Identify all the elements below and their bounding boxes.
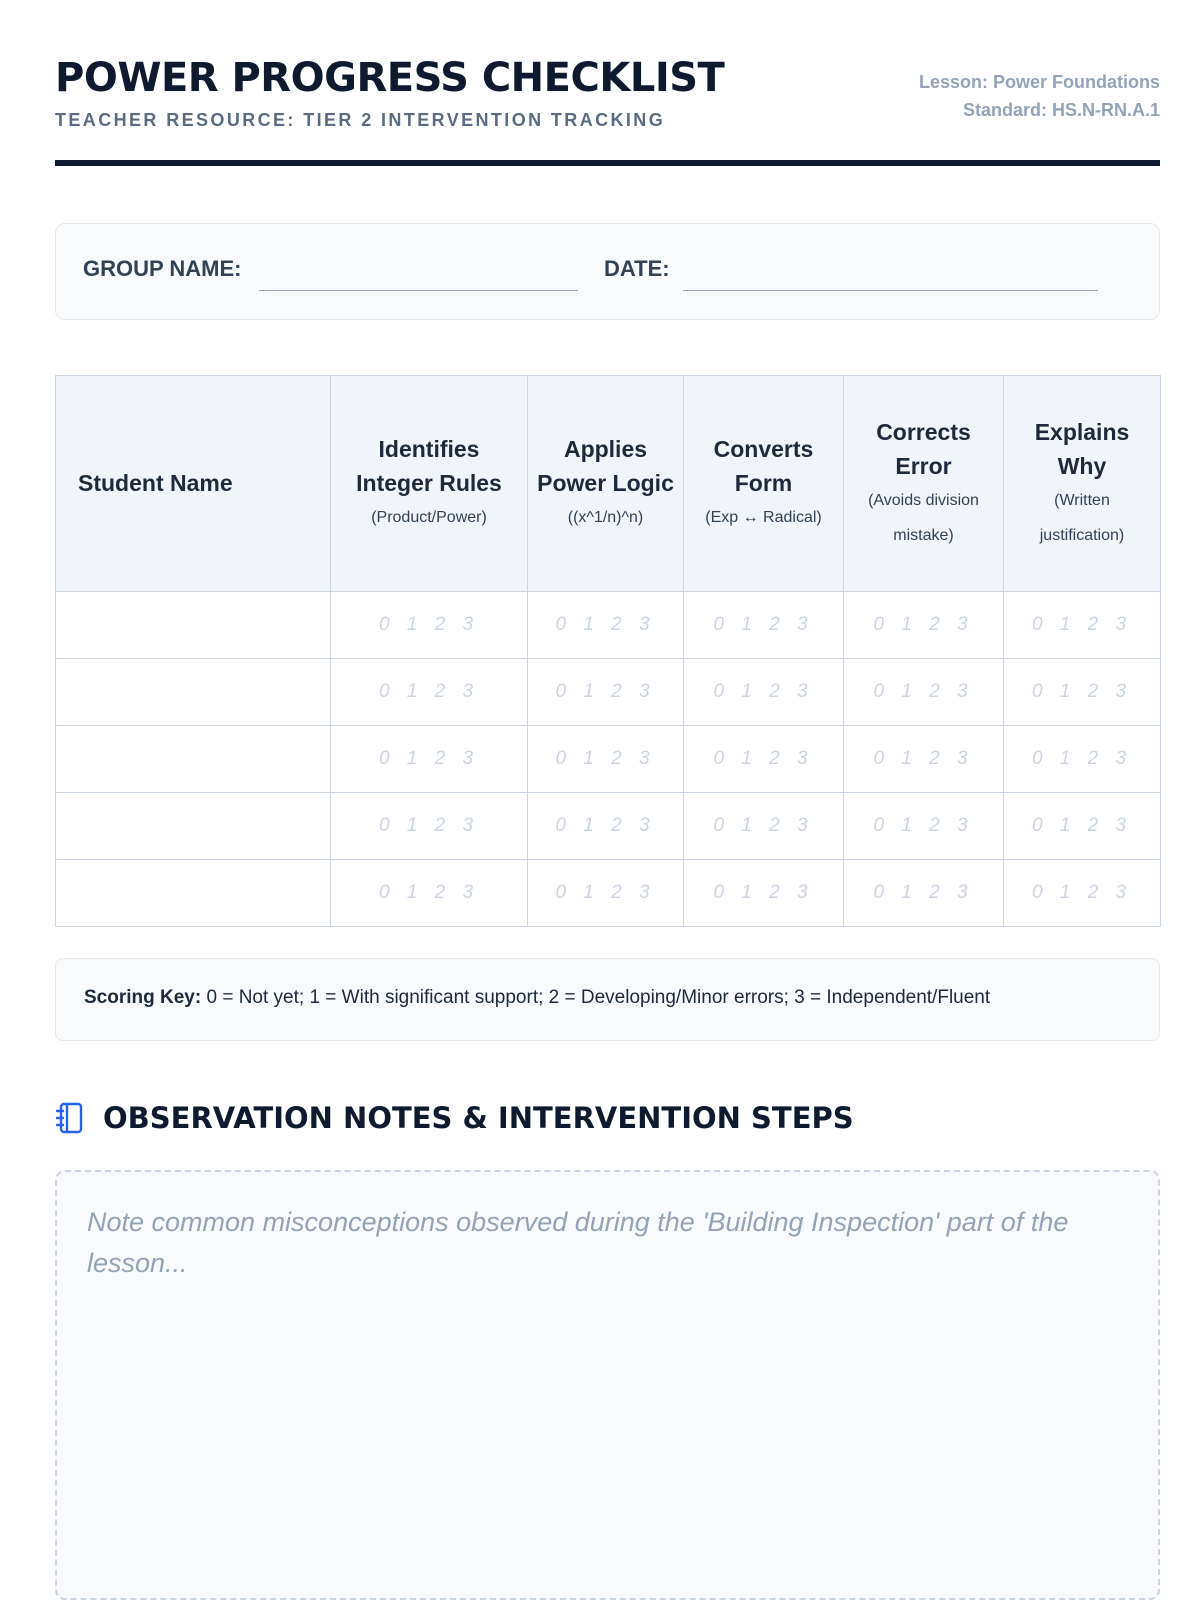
- table-row: [56, 726, 1161, 793]
- score-cell[interactable]: [1004, 860, 1161, 927]
- notes-heading: [55, 1098, 854, 1138]
- notes-placeholder: Note common misconceptions observed during the 'Building Inspection' part of the lesson...: [87, 1207, 1069, 1278]
- score-scale: 0 1 2 3: [555, 748, 656, 769]
- student-name-cell[interactable]: [56, 860, 331, 927]
- date-field[interactable]: [683, 290, 1098, 291]
- score-scale: 0 1 2 3: [378, 815, 480, 836]
- score-scale: 0 1 2 3: [873, 882, 974, 903]
- score-cell[interactable]: [684, 726, 844, 793]
- score-cell[interactable]: [844, 592, 1004, 659]
- student-name-cell[interactable]: [56, 659, 331, 726]
- student-name-cell[interactable]: [56, 592, 331, 659]
- score-scale: 0 1 2 3: [1031, 815, 1133, 836]
- score-cell[interactable]: [684, 592, 844, 659]
- score-scale: 0 1 2 3: [555, 614, 656, 635]
- table-body: [56, 592, 1161, 927]
- scoring-key: [55, 958, 1160, 1041]
- group-info-box: [55, 223, 1160, 320]
- score-scale: 0 1 2 3: [555, 815, 656, 836]
- score-cell[interactable]: [528, 592, 684, 659]
- scoring-key-text: 0 = Not yet; 1 = With significant support; 2 = Developing/Minor errors; 3 = Independent/Fluent: [201, 987, 991, 1008]
- score-cell[interactable]: [528, 860, 684, 927]
- header-divider: [55, 160, 1160, 166]
- score-cell[interactable]: [1004, 592, 1161, 659]
- score-cell[interactable]: [1004, 793, 1161, 860]
- column-header: [331, 376, 528, 592]
- progress-table: [55, 375, 1161, 927]
- score-cell[interactable]: [331, 659, 528, 726]
- score-scale: 0 1 2 3: [713, 614, 814, 635]
- table-row: [56, 659, 1161, 726]
- column-title: Converts Form: [713, 436, 814, 496]
- page-title: POWER PROGRESS CHECKLIST: [55, 55, 725, 101]
- score-cell[interactable]: [844, 860, 1004, 927]
- date-label: DATE:: [604, 256, 670, 281]
- table-header-row: [56, 376, 1161, 592]
- score-cell[interactable]: [528, 726, 684, 793]
- lesson-meta: [919, 68, 1160, 124]
- table-row: [56, 860, 1161, 927]
- worksheet-page: [55, 0, 1160, 1278]
- column-header: [684, 376, 844, 592]
- notes-area[interactable]: [55, 1170, 1160, 1600]
- column-subtitle: (Exp ↔ Radical): [705, 509, 822, 526]
- lesson-name: Lesson: Power Foundations: [918, 72, 1160, 92]
- notebook-icon: [55, 1102, 85, 1134]
- notes-title: OBSERVATION NOTES & INTERVENTION STEPS: [103, 1101, 854, 1135]
- table-row: [56, 592, 1161, 659]
- score-cell[interactable]: [528, 659, 684, 726]
- score-cell[interactable]: [1004, 726, 1161, 793]
- column-title: Explains Why: [1034, 418, 1130, 479]
- column-title: Identifies Integer Rules: [356, 436, 502, 496]
- score-scale: 0 1 2 3: [378, 681, 480, 702]
- score-cell[interactable]: [684, 793, 844, 860]
- student-name-header: Student Name: [56, 376, 331, 592]
- score-cell[interactable]: [331, 592, 528, 659]
- score-scale: 0 1 2 3: [555, 681, 656, 702]
- score-scale: 0 1 2 3: [873, 681, 974, 702]
- score-scale: 0 1 2 3: [713, 815, 814, 836]
- group-name-label: GROUP NAME:: [83, 256, 242, 281]
- standard-code: Standard: HS.N-RN.A.1: [962, 100, 1160, 120]
- score-cell[interactable]: [844, 726, 1004, 793]
- header: [55, 0, 1160, 168]
- column-subtitle: ((x^1/n)^n): [567, 509, 644, 526]
- score-scale: 0 1 2 3: [1031, 882, 1133, 903]
- score-cell[interactable]: [331, 860, 528, 927]
- score-cell[interactable]: [331, 726, 528, 793]
- column-header: [1004, 376, 1161, 592]
- score-scale: 0 1 2 3: [873, 614, 974, 635]
- score-scale: 0 1 2 3: [378, 748, 480, 769]
- column-subtitle: (Avoids division mistake): [868, 491, 979, 544]
- page-subtitle: TEACHER RESOURCE: TIER 2 INTERVENTION TRACKING: [55, 110, 666, 130]
- score-cell[interactable]: [844, 659, 1004, 726]
- score-scale: 0 1 2 3: [378, 614, 480, 635]
- column-title: Corrects Error: [876, 418, 971, 479]
- table-row: [56, 793, 1161, 860]
- score-cell[interactable]: [528, 793, 684, 860]
- student-name-cell[interactable]: [56, 726, 331, 793]
- score-scale: 0 1 2 3: [378, 882, 480, 903]
- score-cell[interactable]: [684, 659, 844, 726]
- group-name-field[interactable]: [259, 290, 578, 291]
- score-cell[interactable]: [331, 793, 528, 860]
- score-cell[interactable]: [1004, 659, 1161, 726]
- student-name-cell[interactable]: [56, 793, 331, 860]
- score-scale: 0 1 2 3: [713, 882, 814, 903]
- score-scale: 0 1 2 3: [873, 815, 974, 836]
- score-scale: 0 1 2 3: [1031, 748, 1133, 769]
- score-scale: 0 1 2 3: [873, 748, 974, 769]
- column-header: [528, 376, 684, 592]
- score-scale: 0 1 2 3: [1031, 614, 1133, 635]
- score-cell[interactable]: [684, 860, 844, 927]
- score-scale: 0 1 2 3: [713, 748, 814, 769]
- column-subtitle: (Written justification): [1039, 491, 1125, 544]
- column-subtitle: (Product/Power): [371, 509, 487, 526]
- column-header: [844, 376, 1004, 592]
- score-scale: 0 1 2 3: [555, 882, 656, 903]
- score-scale: 0 1 2 3: [713, 681, 814, 702]
- score-cell[interactable]: [844, 793, 1004, 860]
- column-title: Applies Power Logic: [537, 436, 674, 496]
- score-scale: 0 1 2 3: [1031, 681, 1133, 702]
- scoring-key-label: Scoring Key:: [84, 987, 202, 1008]
